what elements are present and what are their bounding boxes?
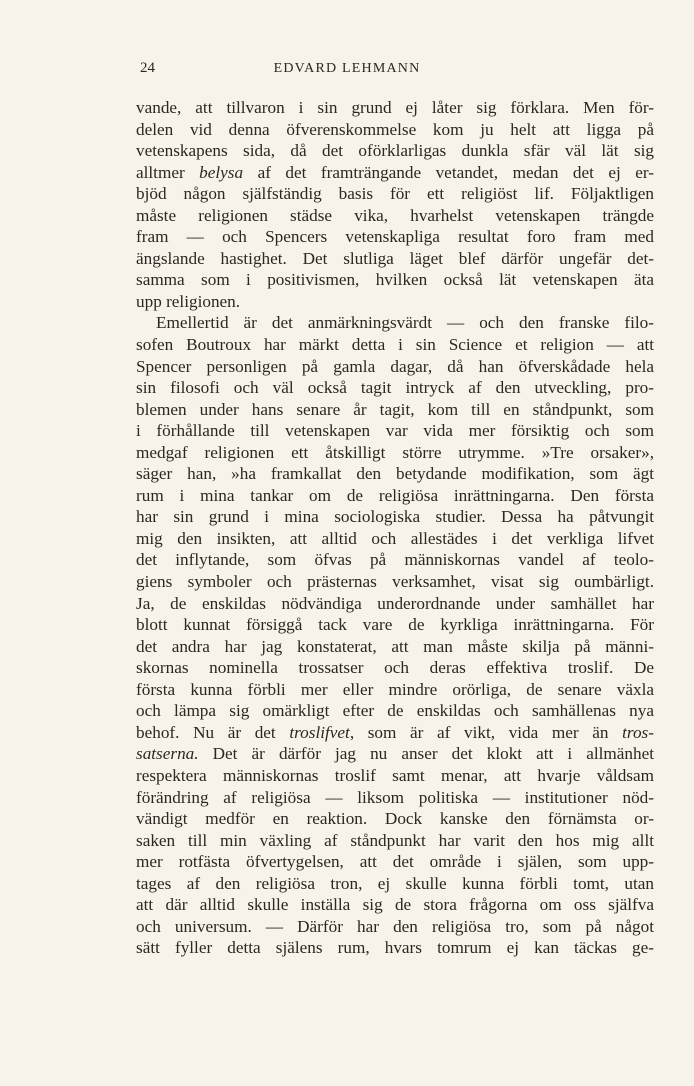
text-line: sätt fyller detta själens rum, hvars tomrum ej kan täckas ge-: [136, 938, 654, 958]
page-header: [0, 58, 694, 80]
text-line: förändring af religiösa — liksom politiska — institutioner nöd-: [136, 787, 654, 807]
text-line: och universum. — Därför har den religiösa tro, som på något: [136, 916, 654, 936]
text-line: delen vid denna öfverenskommelse kom ju helt att ligga på: [136, 119, 654, 139]
body-text: [136, 97, 654, 959]
text-line: i förhållande till vetenskapen var vida mer försiktig och som: [136, 421, 654, 441]
text-line: blemen under hans senare år tagit, kom till en ståndpunkt, som: [136, 399, 654, 419]
text-line: rum i mina tankar om de religiösa inrättningarna. Den första: [136, 485, 654, 505]
text-line: mig den insikten, att alltid och allestädes i det verkliga lifvet: [136, 528, 654, 548]
text-line: alltmer belysa af det framträngande vetandet, medan det ej er-: [136, 162, 654, 182]
text-line: respektera människornas troslif samt menar, att hvarje våldsam: [136, 765, 654, 785]
text-line: det andra har jag konstaterat, att man måste skilja på männi-: [136, 636, 654, 656]
text-line: medgaf religionen ett åtskilligt större utrymme. »Tre orsaker»,: [136, 442, 654, 462]
text-line: tages af den religiösa tron, ej skulle kunna förbli tomt, utan: [136, 873, 654, 893]
running-head: EDVARD LEHMANN: [273, 61, 421, 76]
paragraph-start-line: Emellertid är det anmärkningsvärdt — och den franske filo-: [156, 313, 654, 333]
page-number: 24: [140, 60, 155, 76]
text-line: behof. Nu är det troslifvet, som är af vikt, vida mer än tros-: [136, 722, 654, 742]
text-line: säger han, »ha framkallat den betydande modifikation, som ägt: [136, 464, 654, 484]
text-line: Spencer personligen på gamla dagar, då han öfverskådade hela: [136, 356, 654, 376]
text-line: blott kunnat försiggå tack vare de kyrkliga inrättningarna. För: [136, 615, 654, 635]
text-line: giens symboler och prästernas verksamhet, visat sig oumbärligt.: [136, 572, 654, 592]
text-line: vande, att tillvaron i sin grund ej låter sig förklara. Men för-: [136, 98, 654, 117]
text-line: sin filosofi och väl också tagit intryck af den utveckling, pro-: [136, 378, 654, 398]
text-line: har sin grund i mina sociologiska studier. Dessa ha påtvungit: [136, 507, 654, 527]
text-line: första kunna förbli mer eller mindre orörliga, de senare växla: [136, 679, 654, 699]
text-line: det inflytande, som öfvas på människornas vandel af teolo-: [136, 550, 654, 570]
text-line: ängslande hastighet. Det slutliga läget blef därför ungefär det-: [136, 248, 654, 268]
text-line: vetenskapens sida, då det oförklarligas dunkla sfär väl lät sig: [136, 141, 654, 161]
text-line: bjöd någon själfständig basis för ett religiöst lif. Följaktligen: [136, 184, 654, 204]
text-line: Ja, de enskildas nödvändiga underordnande under samhället har: [136, 593, 654, 613]
paragraph-end-line: upp religionen.: [136, 291, 241, 311]
text-line: sofen Boutroux har märkt detta i sin Science et religion — att: [136, 335, 654, 355]
text-line: vändigt medför en reaktion. Dock kanske den förnämsta or-: [136, 809, 654, 829]
text-line: mer rotfästa öfvertygelsen, att det område i själen, som upp-: [136, 852, 654, 872]
text-line: att där alltid skulle inställa sig de stora frågorna om oss själfva: [136, 895, 654, 915]
text-line: och lämpa sig omärkligt efter de enskildas och samhällenas nya: [136, 701, 654, 721]
text-line: satserna. Det är därför jag nu anser det klokt att i allmänhet: [136, 744, 654, 764]
text-line: saken till min växling af ståndpunkt har varit den hos mig allt: [136, 830, 654, 850]
text-line: fram — och Spencers vetenskapliga resultat foro fram med: [136, 227, 654, 247]
text-line: måste religionen städse vika, hvarhelst vetenskapen trängde: [136, 205, 654, 225]
text-line: samma som i positivismen, hvilken också lät vetenskapen äta: [136, 270, 654, 290]
text-line: skornas nominella trossatser och deras effektiva troslif. De: [136, 658, 654, 678]
